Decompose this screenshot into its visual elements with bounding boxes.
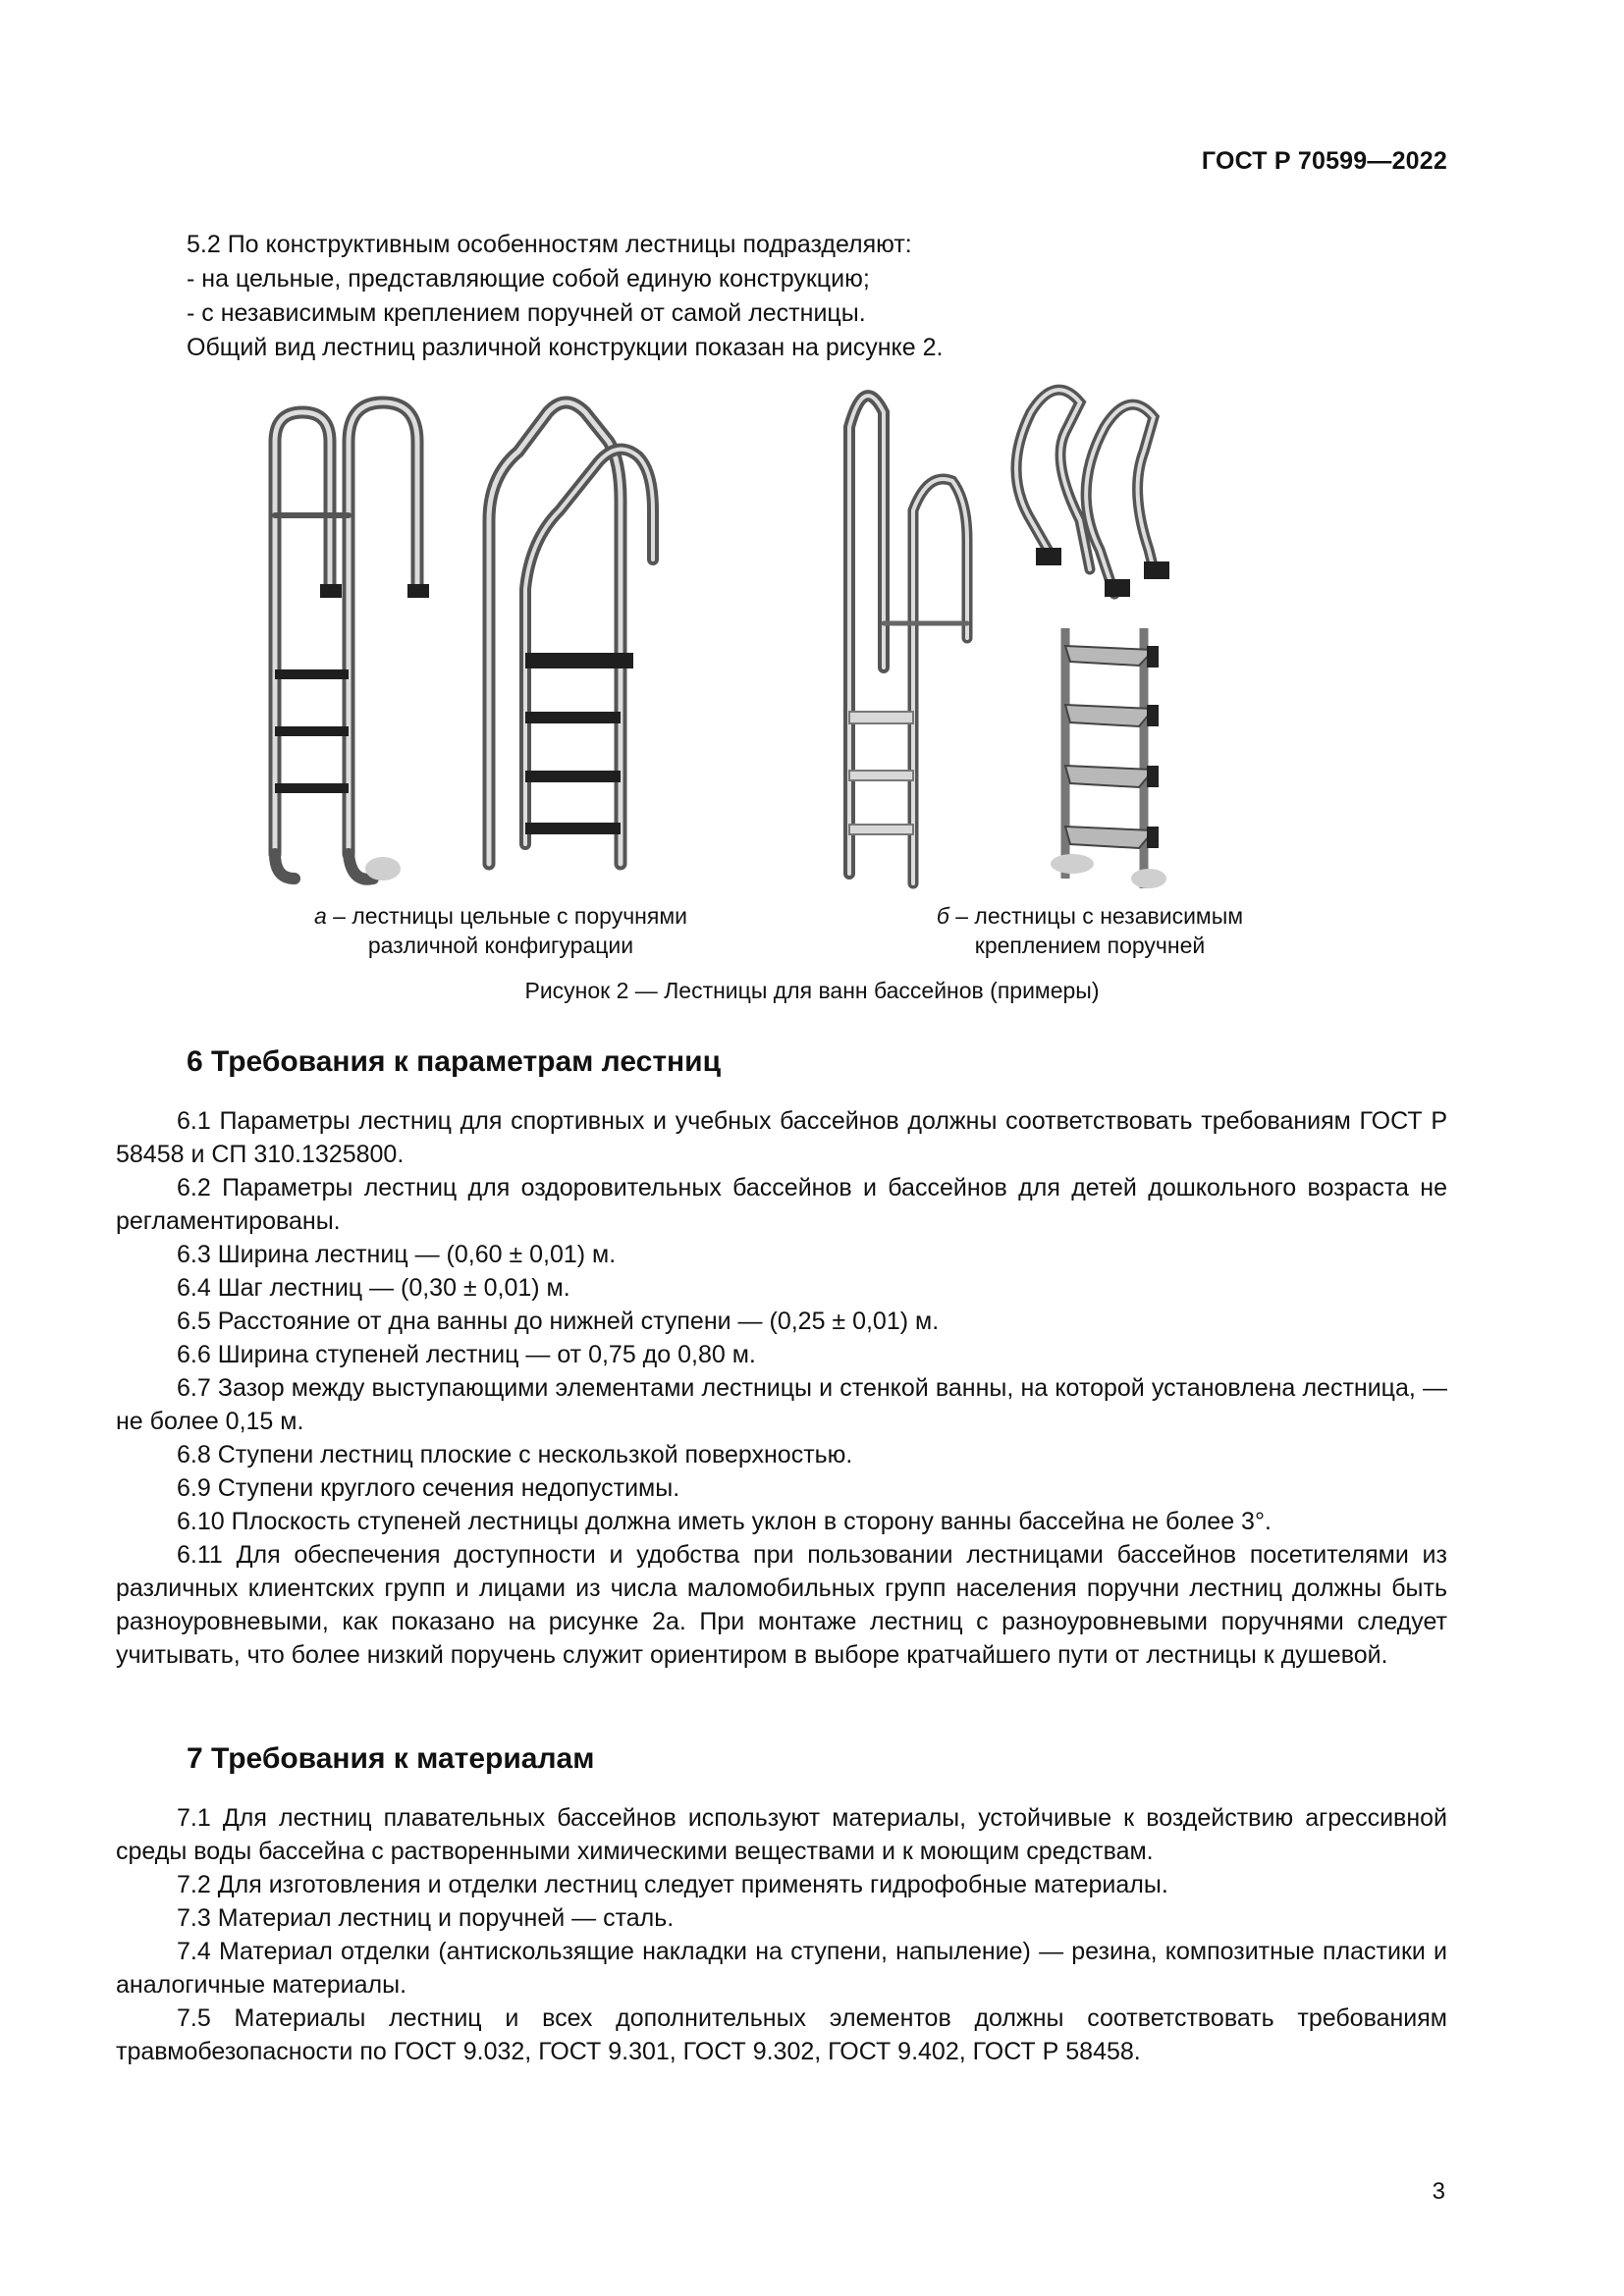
ladder-b1-image (849, 396, 967, 883)
subcaption-b-letter: б (936, 903, 949, 929)
document-code: ГОСТ Р 70599—2022 (1201, 147, 1447, 175)
paragraph: 6.5 Расстояние от дна ванны до нижней ступени — (0,25 ± 0,01) м. (177, 1308, 940, 1335)
subcaption-b-line1: – лестницы с независимым (948, 903, 1244, 929)
paragraph: 6.7 Зазор между выступающими элементами лестницы и стенкой ванны, на которой установлена лестница, — не более 0,15 м. (116, 1374, 1447, 1435)
ladder-a2-image (489, 402, 653, 864)
paragraph: 6.10 Плоскость ступеней лестницы должна иметь уклон в сторону ванны бассейна не более 3°. (177, 1508, 1272, 1535)
paragraph: 7.1 Для лестниц плавательных бассейнов используют материалы, устойчивые к воздействию агрессивной среды воды бассейна с растворенными химическими веществами и к моющим средствам. (116, 1804, 1447, 1865)
paragraph: 7.3 Материал лестниц и поручней — сталь. (177, 1904, 675, 1932)
intro-block (187, 228, 943, 365)
paragraph: 6.9 Ступени круглого сечения недопустимы. (177, 1474, 680, 1502)
subcaption-b-line2: креплением поручней (974, 933, 1206, 958)
paragraph: 6.6 Ширина ступеней лестниц — от 0,75 до 0,80 м. (177, 1341, 756, 1368)
ladder-a1-image (275, 402, 417, 880)
figure-caption: Рисунок 2 — Лестницы для ванн бассейнов (примеры) (524, 978, 1100, 1003)
section-7-body (116, 1801, 1447, 2068)
paragraph: 6.11 Для обеспечения доступности и удобства при пользовании лестницами бассейнов посетителями из различных клиентских групп и лицами из числа маломобильных групп населения поручни лестниц должны быть разноуровневыми, как показано на рисунке 2а. При монтаже лестниц с разноуровневыми поручнями следует учитывать, что более низкий поручень служит ориентиром в выборе кратчайшего пути от лестницы к душевой. (116, 1541, 1447, 1669)
subcaption-a-letter: а (314, 903, 327, 929)
figure-2-ladders (236, 373, 1365, 903)
figure-subcaption-b (884, 901, 1296, 960)
paragraph: 6.3 Ширина лестниц — (0,60 ± 0,01) м. (177, 1241, 617, 1268)
paragraph: 6.8 Ступени лестниц плоские с нескользкой поверхностью. (177, 1441, 853, 1468)
section-7-title: 7 Требования к материалам (187, 1742, 595, 1775)
intro-line: 5.2 По конструктивным особенностям лестницы подразделяют: (187, 231, 912, 258)
paragraph: 6.4 Шаг лестниц — (0,30 ± 0,01) м. (177, 1274, 570, 1302)
paragraph: 7.2 Для изготовления и отделки лестниц следует применять гидрофобные материалы. (177, 1871, 1168, 1898)
ladder-b2-body-image (1051, 628, 1166, 888)
intro-line: - на цельные, представляющие собой единую конструкцию; (187, 265, 870, 293)
intro-line: Общий вид лестниц различной конструкции показан на рисунке 2. (187, 334, 944, 361)
paragraph: 7.5 Материалы лестниц и всех дополнительных элементов должны соответствовать требованиям травмобезопасности по ГОСТ 9.032, ГОСТ 9.301, ГОСТ 9.302, ГОСТ 9.402, ГОСТ Р 58458. (116, 2004, 1447, 2065)
page-number: 3 (1432, 2178, 1445, 2205)
subcaption-a-line2: различной конфигурации (367, 933, 634, 958)
paragraph: 6.2 Параметры лестниц для оздоровительных бассейнов и бассейнов для детей дошкольного возраста не регламентированы. (116, 1174, 1447, 1235)
paragraph: 7.4 Материал отделки (антискользящие накладки на ступени, напыление) — резина, композитные пластики и аналогичные материалы. (116, 1938, 1447, 1999)
section-6-body (116, 1104, 1447, 1672)
figure-subcaption-a (265, 901, 736, 960)
intro-line: - с независимым креплением поручней от самой лестницы. (187, 299, 866, 327)
subcaption-a-line1: – лестницы цельные с поручнями (326, 903, 687, 929)
ladders-illustration (236, 373, 1365, 903)
paragraph: 6.1 Параметры лестниц для спортивных и учебных бассейнов должны соответствовать требованиям ГОСТ Р 58458 и СП 310.1325800. (116, 1107, 1447, 1168)
ladder-b1-steps (849, 712, 913, 834)
section-6-title: 6 Требования к параметрам лестниц (187, 1045, 722, 1078)
